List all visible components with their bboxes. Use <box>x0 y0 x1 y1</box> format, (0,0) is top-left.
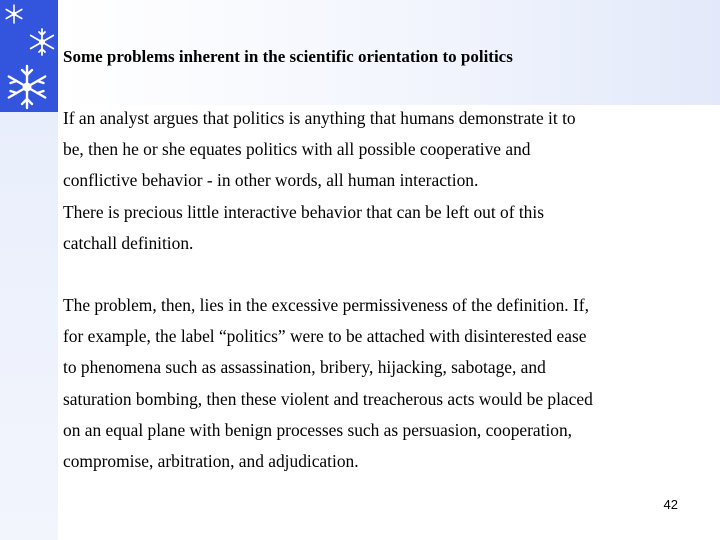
text-line: catchall definition. <box>63 232 194 253</box>
text-line: on an equal plane with benign processes such as persuasion, cooperation, <box>63 419 573 440</box>
paragraph-definition <box>63 103 683 259</box>
text-line: compromise, arbitration, and adjudication. <box>63 451 359 472</box>
paragraph-problem <box>63 290 683 477</box>
text-line: to phenomena such as assassination, bribery, hijacking, sabotage, and <box>63 357 546 378</box>
text-line: for example, the label “politics” were to be attached with disinterested ease <box>63 326 587 347</box>
snowflake-icon <box>4 4 24 24</box>
text-line: saturation bombing, then these violent and treacherous acts would be placed <box>63 388 593 409</box>
text-line: The problem, then, lies in the excessive permissiveness of the definition. If, <box>63 295 589 315</box>
page-number: 42 <box>663 497 678 512</box>
snowflake-icon <box>28 28 56 56</box>
text-line: If an analyst argues that politics is anything that humans demonstrate it to <box>63 108 576 128</box>
text-line: conflictive behavior - in other words, all human interaction. <box>63 170 479 191</box>
snowflake-decoration <box>0 0 58 112</box>
slide-title: Some problems inherent in the scientific orientation to politics <box>63 47 513 66</box>
text-line: There is precious little interactive behavior that can be left out of this <box>63 201 544 222</box>
snowflake-icon <box>4 64 50 110</box>
text-line: be, then he or she equates politics with all possible cooperative and <box>63 139 531 160</box>
